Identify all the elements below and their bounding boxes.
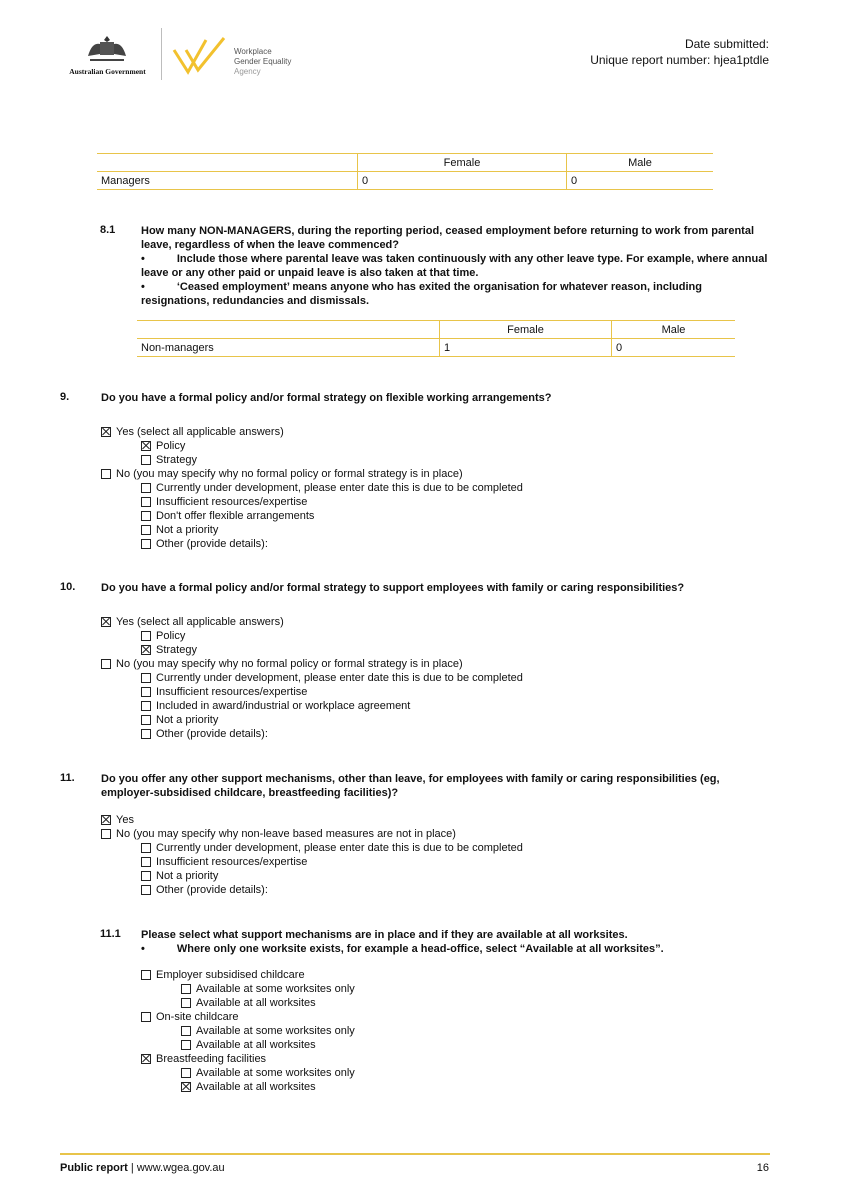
checkbox[interactable]	[141, 970, 151, 980]
option-row	[101, 657, 523, 671]
q10-number: 10.	[60, 581, 76, 593]
option-row	[101, 439, 523, 453]
checkbox-checked[interactable]	[141, 645, 151, 655]
q11-text: Do you offer any other support mechanisms, other than leave, for employees with family or caring responsibilities (eg, employer-subsidised childcare, breastfeeding facilities)?	[101, 773, 720, 799]
option-label: Employer subsidised childcare	[156, 969, 305, 981]
q8-1-bullet-2: • ‘Ceased employment’ means anyone who has exited the organisation for whatever reason, including resignations, redundancies and dismissals.	[141, 281, 702, 307]
option-label: Available at all worksites	[196, 997, 316, 1009]
option-label: Not a priority	[156, 714, 219, 726]
footer-url: | www.wgea.gov.au	[127, 1162, 225, 1174]
q10-text: Do you have a formal policy and/or formal strategy to support employees with family or caring responsibilities?	[101, 582, 685, 594]
option-label: Breastfeeding facilities	[156, 1053, 267, 1065]
footer-divider	[60, 1153, 770, 1155]
option-label: Currently under development, please enter date this is due to be completed	[156, 842, 523, 854]
option-label: Available at some worksites only	[196, 1067, 355, 1079]
checkbox[interactable]	[141, 701, 151, 711]
option-label: Other (provide details):	[156, 538, 268, 550]
checkbox[interactable]	[141, 539, 151, 549]
option-label: Policy	[156, 630, 186, 642]
checkbox[interactable]	[141, 687, 151, 697]
option-row	[141, 1080, 355, 1094]
option-row	[101, 467, 523, 481]
header-male: Male	[612, 321, 736, 339]
option-row	[101, 523, 523, 537]
checkbox[interactable]	[181, 984, 191, 994]
report-number: Unique report number: hjea1ptdle	[590, 53, 769, 67]
agency-line-3: Agency	[234, 67, 261, 76]
checkbox[interactable]	[141, 511, 151, 521]
option-row	[101, 671, 523, 685]
checkbox-checked[interactable]	[141, 1054, 151, 1064]
logo-divider	[161, 28, 162, 80]
checkbox[interactable]	[141, 673, 151, 683]
q11-1-bullet: • Where only one worksite exists, for example a head-office, select “Available at all worksites”.	[141, 943, 664, 955]
option-label: No (you may specify why no formal policy or formal strategy is in place)	[116, 658, 463, 670]
q9-options	[101, 425, 523, 551]
option-label: Other (provide details):	[156, 884, 268, 896]
gov-name: Australian Government	[69, 67, 146, 76]
checkbox[interactable]	[141, 455, 151, 465]
checkbox[interactable]	[181, 1068, 191, 1078]
footer-public-report: Public report	[60, 1162, 128, 1174]
q8-1-text	[141, 224, 771, 308]
q8-1-question: How many NON-MANAGERS, during the reporting period, ceased employment before returning to work from parental leave, regardless of when the leave commenced?	[141, 225, 755, 251]
checkbox[interactable]	[141, 497, 151, 507]
option-row	[101, 537, 523, 551]
table-header-row	[97, 154, 713, 172]
option-row	[101, 869, 523, 883]
option-label: Available at all worksites	[196, 1039, 316, 1051]
option-row	[141, 996, 355, 1010]
checkbox-checked[interactable]	[101, 617, 111, 627]
header-male: Male	[567, 154, 714, 172]
option-row	[141, 1052, 355, 1066]
q11-1-text	[141, 928, 781, 956]
checkbox[interactable]	[141, 885, 151, 895]
option-row	[101, 713, 523, 727]
option-row	[101, 643, 523, 657]
option-row	[141, 968, 355, 982]
checkbox-checked[interactable]	[101, 815, 111, 825]
option-row	[101, 841, 523, 855]
option-row	[141, 1038, 355, 1052]
date-submitted: Date submitted:	[684, 37, 769, 51]
female-value: 1	[440, 339, 612, 357]
checkbox[interactable]	[141, 1012, 151, 1022]
option-row	[141, 982, 355, 996]
checkbox[interactable]	[101, 469, 111, 479]
checkbox-checked[interactable]	[181, 1082, 191, 1092]
option-row	[101, 813, 523, 827]
option-label: Strategy	[156, 454, 197, 466]
table-header-row	[137, 321, 735, 339]
checkbox[interactable]	[141, 871, 151, 881]
option-row	[141, 1066, 355, 1080]
q10-options	[101, 615, 523, 741]
male-value: 0	[612, 339, 736, 357]
table-row	[97, 172, 713, 190]
coat-of-arms-icon	[84, 34, 130, 64]
checkbox[interactable]	[141, 843, 151, 853]
option-row	[141, 1010, 355, 1024]
checkbox[interactable]	[141, 631, 151, 641]
option-label: Insufficient resources/expertise	[156, 496, 308, 508]
checkbox-checked[interactable]	[101, 427, 111, 437]
q11-1-number: 11.1	[100, 928, 121, 940]
option-label: Currently under development, please enter date this is due to be completed	[156, 482, 523, 494]
female-value: 0	[358, 172, 567, 190]
option-label: Strategy	[156, 644, 197, 656]
option-label: Yes (select all applicable answers)	[116, 426, 284, 438]
checkbox-checked[interactable]	[141, 441, 151, 451]
q9-text: Do you have a formal policy and/or formal strategy on flexible working arrangements?	[101, 392, 552, 404]
checkbox[interactable]	[141, 729, 151, 739]
checkbox[interactable]	[181, 1026, 191, 1036]
q9-number: 9.	[60, 391, 70, 403]
option-row	[101, 883, 523, 897]
row-label: Non-managers	[137, 339, 440, 357]
row-label: Managers	[97, 172, 358, 190]
option-row	[101, 855, 523, 869]
wgea-logo	[172, 34, 297, 79]
agency-line-2: Gender Equality	[234, 57, 292, 66]
checkbox[interactable]	[141, 715, 151, 725]
wgea-checkmark-icon	[172, 36, 228, 76]
q11-options	[101, 813, 523, 897]
page-number: 16	[756, 1162, 769, 1174]
option-label: Yes (select all applicable answers)	[116, 616, 284, 628]
managers-table	[97, 153, 713, 190]
checkbox[interactable]	[181, 1040, 191, 1050]
q11-1-question: Please select what support mechanisms are in place and if they are available at all worksites.	[141, 929, 628, 941]
option-row	[101, 495, 523, 509]
header-female: Female	[440, 321, 612, 339]
q8-1-bullet-1: • Include those where parental leave was taken continuously with any other leave type. For example, where annual leave or any other paid or unpaid leave is also taken at that time.	[141, 253, 768, 279]
option-row	[101, 699, 523, 713]
checkbox[interactable]	[141, 483, 151, 493]
option-label: Available at some worksites only	[196, 1025, 355, 1037]
checkbox[interactable]	[181, 998, 191, 1008]
option-row	[101, 509, 523, 523]
option-label: Insufficient resources/expertise	[156, 856, 308, 868]
option-row	[101, 425, 523, 439]
checkbox[interactable]	[141, 525, 151, 535]
option-row	[101, 629, 523, 643]
option-label: Other (provide details):	[156, 728, 268, 740]
option-label: No (you may specify why non-leave based measures are not in place)	[116, 828, 456, 840]
option-label: Insufficient resources/expertise	[156, 686, 308, 698]
option-row	[101, 827, 523, 841]
option-label: Don't offer flexible arrangements	[156, 510, 315, 522]
male-value: 0	[567, 172, 714, 190]
checkbox[interactable]	[101, 829, 111, 839]
australian-government-logo	[60, 34, 155, 79]
option-label: On-site childcare	[156, 1011, 239, 1023]
option-row	[101, 615, 523, 629]
header-female: Female	[358, 154, 567, 172]
option-label: Not a priority	[156, 524, 219, 536]
agency-line-1: Workplace	[234, 47, 272, 56]
option-label: Yes	[116, 814, 134, 826]
q11-1-options	[141, 968, 355, 1094]
option-label: Available at some worksites only	[196, 983, 355, 995]
q11-number: 11.	[60, 772, 75, 784]
footer-text	[60, 1162, 225, 1174]
checkbox[interactable]	[141, 857, 151, 867]
checkbox[interactable]	[101, 659, 111, 669]
option-row	[101, 685, 523, 699]
option-label: Policy	[156, 440, 186, 452]
option-label: Not a priority	[156, 870, 219, 882]
option-row	[101, 453, 523, 467]
table-row	[137, 339, 735, 357]
option-row	[101, 481, 523, 495]
q8-1-number: 8.1	[100, 224, 116, 236]
option-label: No (you may specify why no formal policy or formal strategy is in place)	[116, 468, 463, 480]
option-label: Available at all worksites	[196, 1081, 316, 1093]
option-label: Currently under development, please enter date this is due to be completed	[156, 672, 523, 684]
option-row	[141, 1024, 355, 1038]
option-row	[101, 727, 523, 741]
non-managers-table	[137, 320, 735, 357]
option-label: Included in award/industrial or workplace agreement	[156, 700, 411, 712]
